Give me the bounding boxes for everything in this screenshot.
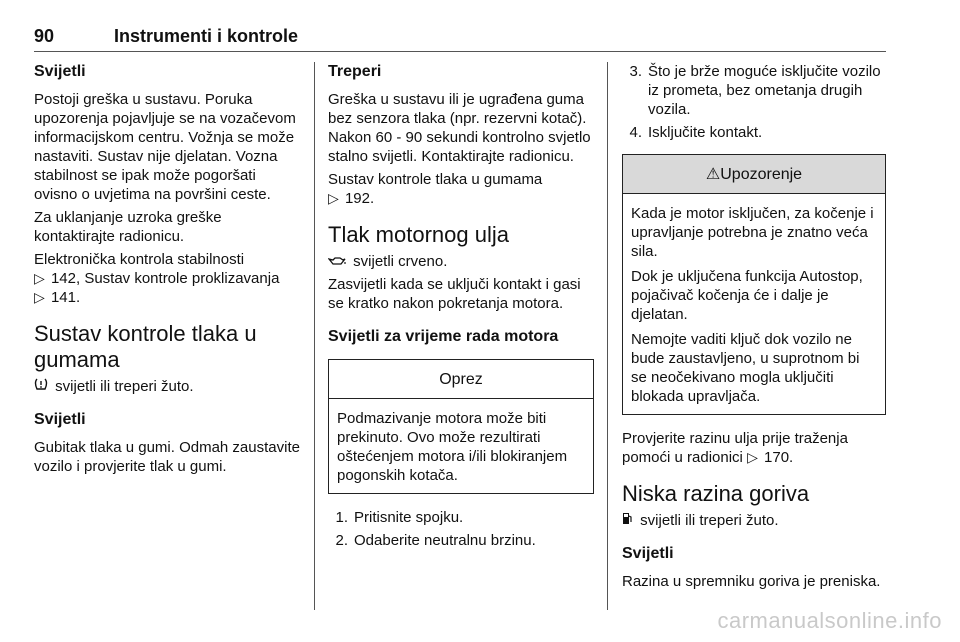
ref-text: 142, Sustav kontrole proklizavanja bbox=[50, 270, 280, 287]
warning-text: Kada je motor isključen, za kočenje i upravljanje potrebna je znatno veća sila. bbox=[631, 205, 874, 260]
heading-oil-pressure: Tlak motornog ulja bbox=[328, 222, 509, 247]
ref-text: 141. bbox=[50, 289, 81, 306]
steps-list bbox=[622, 62, 886, 142]
subheading-treperi: Treperi bbox=[328, 63, 382, 80]
tyre-pressure-icon bbox=[34, 377, 48, 396]
warning-header bbox=[623, 155, 885, 194]
paragraph: Za uklanjanje uzroka greške kontaktirajte radionicu. bbox=[34, 209, 222, 245]
paragraph: Postoji greška u sustavu. Poruka upozorenja pojavljuje se na vozačevom informacijskom centru. Vožnja se može nastaviti. Sustav nije djelatan. Vozna stabilnost se ipak može pogoršati ovisno o uvjetima na površini ceste. bbox=[34, 91, 296, 203]
ref-text: Sustav kontrole tlaka u gumama bbox=[328, 171, 543, 188]
subheading-running: Svijetli za vrijeme rada motora bbox=[328, 328, 559, 345]
paragraph: Gubitak tlaka u gumi. Odmah zaustavite vozilo i provjerite tlak u gumi. bbox=[34, 439, 300, 475]
column-divider bbox=[314, 62, 315, 610]
arrow-ref-icon: ▷ bbox=[747, 449, 758, 465]
paragraph: Greška u sustavu ili je ugrađena guma bez senzora tlaka (npr. rezervni kotač). Nakon 60 - 90 sekundi kontrolno svjetlo stalno svijetli. Kontaktirajte radionicu. bbox=[328, 91, 591, 165]
warning-title: Upozorenje bbox=[720, 166, 803, 183]
list-item: 4. Isključite kontakt. bbox=[629, 124, 763, 141]
warning-text: Nemojte vaditi ključ dok vozilo ne bude zaustavljeno, u suprotnom bi se neočekivano mogla uključiti blokada upravljača. bbox=[631, 331, 860, 405]
warning-triangle-icon: ⚠ bbox=[705, 166, 721, 183]
caution-body bbox=[329, 399, 593, 493]
section-title: Instrumenti i kontrole bbox=[114, 26, 299, 46]
steps-list bbox=[328, 508, 594, 550]
fuel-indicator-line bbox=[622, 511, 886, 530]
indicator-text: svijetli ili treperi žuto. bbox=[55, 378, 194, 395]
fuel-pump-icon bbox=[622, 511, 633, 530]
warning-text: Dok je uključena funkcija Autostop, pojačivač kočenja će i dalje je djelatan. bbox=[631, 268, 863, 323]
arrow-ref-icon: ▷ bbox=[328, 190, 339, 206]
indicator-text: svijetli crveno. bbox=[353, 253, 448, 270]
indicator-text: svijetli ili treperi žuto. bbox=[640, 512, 779, 529]
column-left bbox=[34, 62, 302, 476]
caution-box bbox=[328, 359, 594, 494]
paragraph-with-refs bbox=[622, 429, 886, 467]
caution-title: Oprez bbox=[329, 360, 593, 399]
ref-text: 192. bbox=[344, 190, 375, 207]
subheading-svijetli: Svijetli bbox=[34, 411, 86, 428]
warning-body bbox=[623, 194, 885, 414]
subheading-svijetli: Svijetli bbox=[622, 545, 674, 562]
oil-can-icon bbox=[328, 252, 346, 271]
list-item: 2. Odaberite neutralnu brzinu. bbox=[335, 532, 536, 549]
caution-text: Podmazivanje motora može biti prekinuto. Ovo može rezultirati oštećenjem motora i/ili blokiranjem pogonskih kotača. bbox=[337, 410, 568, 484]
ref-text: Elektronička kontrola stabilnosti bbox=[34, 251, 245, 268]
paragraph-with-refs bbox=[328, 170, 594, 208]
page-header bbox=[34, 20, 886, 52]
oil-indicator-line bbox=[328, 252, 594, 271]
page-number: 90 bbox=[34, 26, 55, 46]
list-item: 3. Što je brže moguće isključite vozilo iz prometa, bez ometanja drugih vozila. bbox=[629, 63, 881, 118]
list-item: 1. Pritisnite spojku. bbox=[335, 509, 464, 526]
paragraph: Zasvijetli kada se uključi kontakt i gasi se kratko nakon pokretanja motora. bbox=[328, 276, 581, 312]
heading-low-fuel: Niska razina goriva bbox=[622, 481, 810, 506]
column-right bbox=[622, 62, 886, 591]
paragraph: Razina u spremniku goriva je preniska. bbox=[622, 573, 881, 590]
paragraph-with-refs bbox=[34, 250, 302, 307]
arrow-ref-icon: ▷ bbox=[34, 289, 45, 305]
subheading-svijetli: Svijetli bbox=[34, 63, 86, 80]
tyre-indicator-line bbox=[34, 377, 302, 396]
arrow-ref-icon: ▷ bbox=[34, 270, 45, 286]
ref-text: Provjerite razinu ulja prije traženja pomoći u radionici bbox=[622, 430, 848, 466]
column-middle bbox=[328, 62, 594, 550]
column-divider bbox=[607, 62, 608, 610]
watermark: carmanualsonline.info bbox=[717, 608, 942, 633]
warning-box bbox=[622, 154, 886, 415]
ref-text: 170. bbox=[764, 449, 794, 466]
heading-tyre-pressure: Sustav kontrole tlaka u gumama bbox=[34, 321, 257, 372]
